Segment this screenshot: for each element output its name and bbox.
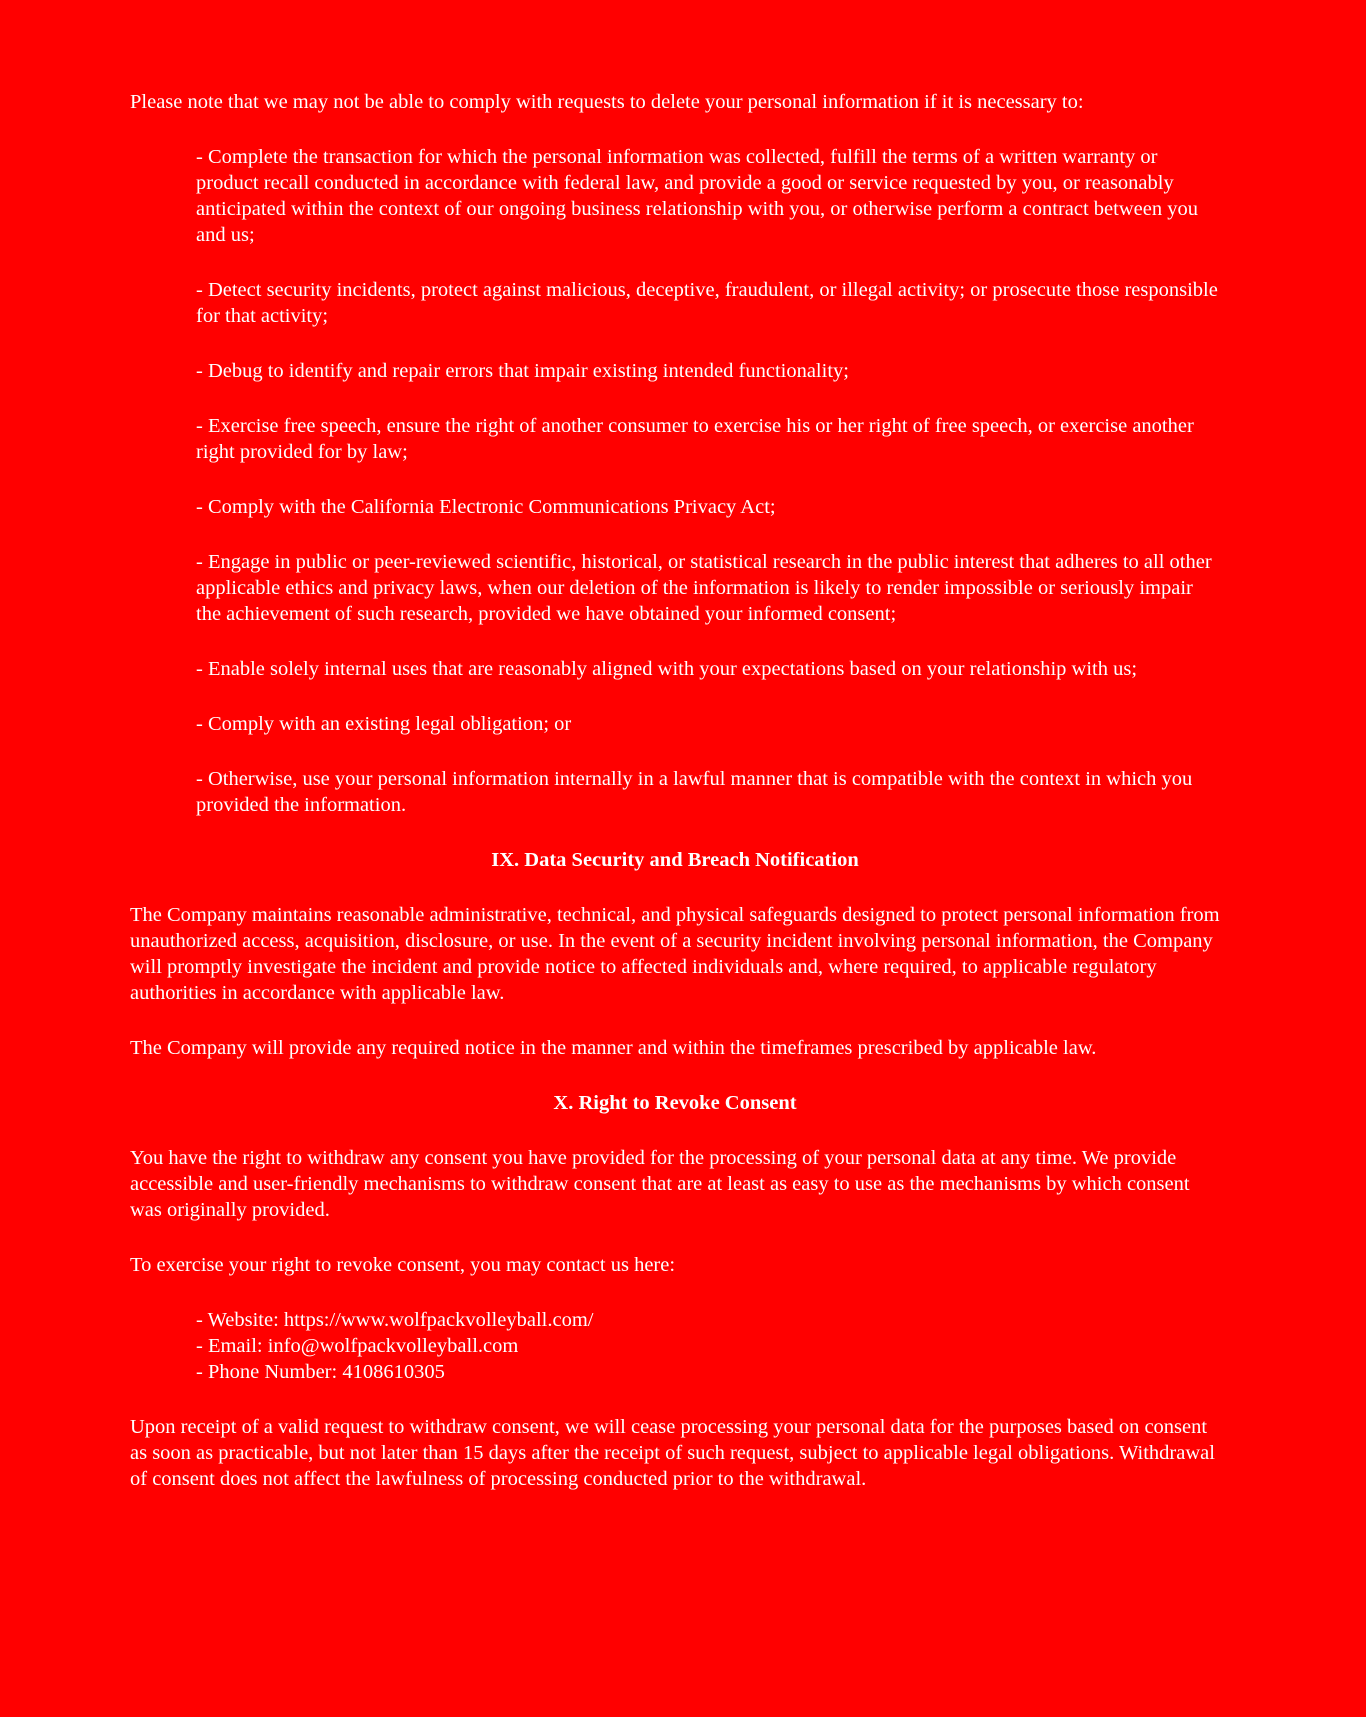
exception-item: - Detect security incidents, protect against malicious, deceptive, fraudulent, or illegal activity; or prosecute those responsible for that activity; <box>196 279 1218 327</box>
contact-email: - Email: info@wolfpackvolleyball.com <box>196 1335 519 1357</box>
exception-item: - Enable solely internal uses that are reasonably aligned with your expectations based on your relationship with us; <box>196 658 1138 680</box>
exception-item: - Engage in public or peer-reviewed scientific, historical, or statistical research in the public interest that adheres to all other applicable ethics and privacy laws, when our deletion of the information is likely to render impossible or seriously impair the achievement of such research, provided we have obtained your informed consent; <box>196 551 1212 625</box>
paragraph: You have the right to withdraw any consent you have provided for the processing of your personal data at any time. We provide accessible and user-friendly mechanisms to withdraw consent that are at least as easy to use as the mechanisms by which consent was originally provided. <box>130 1147 1190 1221</box>
contact-list <box>196 1307 1220 1385</box>
exception-item: - Debug to identify and repair errors that impair existing intended functionality; <box>196 360 849 382</box>
contact-website: - Website: https://www.wolfpackvolleyball.com/ <box>196 1309 594 1331</box>
paragraph: To exercise your right to revoke consent, you may contact us here: <box>130 1254 676 1276</box>
paragraph: Upon receipt of a valid request to withdraw consent, we will cease processing your personal data for the purposes based on consent as soon as practicable, but not later than 15 days after the receipt of such request, subject to applicable legal obligations. Withdrawal of consent does not affect the lawfulness of processing conducted prior to the withdrawal. <box>130 1416 1215 1490</box>
policy-document <box>130 89 1220 1521</box>
exception-item: - Otherwise, use your personal information internally in a lawful manner that is compatible with the context in which you provided the information. <box>196 768 1193 816</box>
contact-phone: - Phone Number: 4108610305 <box>196 1361 445 1383</box>
exception-item: - Comply with an existing legal obligation; or <box>196 713 572 735</box>
section-heading-data-security: IX. Data Security and Breach Notification <box>491 849 859 871</box>
section-heading-revoke-consent: X. Right to Revoke Consent <box>553 1092 797 1114</box>
paragraph: The Company maintains reasonable administrative, technical, and physical safeguards designed to protect personal information from unauthorized access, acquisition, disclosure, or use. In the event of a security incident involving personal information, the Company will promptly investigate the incident and provide notice to affected individuals and, where required, to applicable regulatory authorities in accordance with applicable law. <box>130 904 1220 1004</box>
exception-item: - Complete the transaction for which the personal information was collected, fulfill the terms of a written warranty or product recall conducted in accordance with federal law, and provide a good or service requested by you, or reasonably anticipated within the context of our ongoing business relationship with you, or otherwise perform a contract between you and us; <box>196 146 1198 246</box>
exception-item: - Exercise free speech, ensure the right of another consumer to exercise his or her right of free speech, or exercise another right provided for by law; <box>196 415 1194 463</box>
deletion-exceptions-intro: Please note that we may not be able to comply with requests to delete your personal information if it is necessary to: <box>130 91 1084 113</box>
paragraph: The Company will provide any required notice in the manner and within the timeframes prescribed by applicable law. <box>130 1037 1097 1059</box>
exception-item: - Comply with the California Electronic Communications Privacy Act; <box>196 496 776 518</box>
